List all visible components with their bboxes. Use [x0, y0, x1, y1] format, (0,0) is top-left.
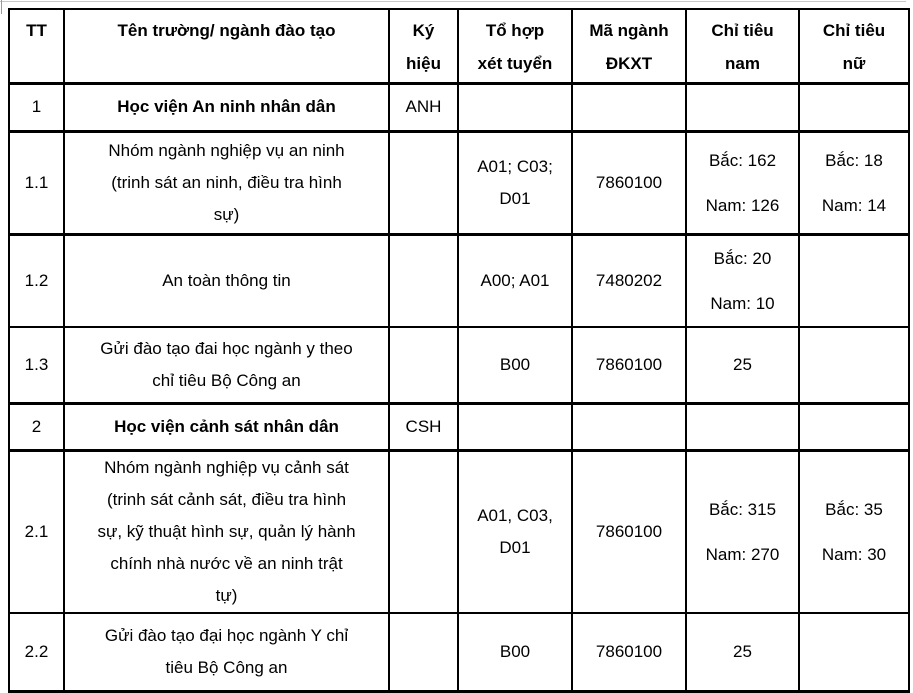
cell-major-code: 7860100: [572, 131, 686, 234]
table-header-row: [9, 9, 909, 83]
header-cell-symbol: [389, 9, 458, 83]
text-line: 25: [733, 355, 752, 375]
text-line: B00: [499, 354, 531, 374]
cell-symbol: [389, 451, 458, 614]
cell-combination: [458, 404, 572, 451]
cell-school-name: [64, 83, 389, 131]
text-line: nữ: [842, 54, 866, 73]
cell-major-code: 7860100: [572, 451, 686, 614]
cell-symbol: [389, 234, 458, 327]
cell-combination: [458, 234, 572, 327]
text-line: ĐKXT: [605, 54, 653, 73]
cell-quota-female: [799, 327, 909, 404]
text-line: tiêu Bộ Công an: [165, 657, 288, 677]
cell-quota-female: [799, 131, 909, 234]
cell-quota-male: [686, 451, 799, 614]
text-line: sự): [213, 204, 240, 224]
text-line: sự, kỹ thuật hình sự, quản lý hành: [97, 522, 356, 541]
cell-major-code: 7860100: [572, 327, 686, 404]
text-line: A00; A01: [480, 270, 550, 290]
cell-school-name: [64, 131, 389, 234]
cell-symbol: CSH: [389, 404, 458, 451]
cell-major-code: [572, 404, 686, 451]
cell-quota-male: [686, 613, 799, 691]
cell-symbol: [389, 131, 458, 234]
page-edge-artifact-horizontal: [0, 1, 906, 2]
cell-school-name: [64, 404, 389, 451]
text-line: An toàn thông tin: [162, 270, 291, 290]
cell-combination: [458, 131, 572, 234]
cell-quota-male: [686, 234, 799, 327]
text-line: Nhóm ngành nghiệp vụ cảnh sát: [104, 458, 349, 477]
cell-major-code: [572, 83, 686, 131]
text-line: Nhóm ngành nghiệp vụ an ninh: [108, 140, 345, 160]
text-line: Nam: 10: [710, 293, 775, 313]
cell-school-name: [64, 613, 389, 691]
text-line: Chỉ tiêu: [822, 21, 886, 40]
text-line: D01: [499, 538, 531, 557]
table-row: [9, 131, 909, 234]
table-row: [9, 83, 909, 131]
table-row: [9, 234, 909, 327]
cell-quota-male: [686, 83, 799, 131]
cell-major-code: 7480202: [572, 234, 686, 327]
text-line: Nam: 126: [705, 195, 780, 215]
header-cell-quota-female: [799, 9, 909, 83]
cell-quota-male: [686, 131, 799, 234]
cell-quota-male: [686, 327, 799, 404]
text-line: Bắc: 315: [708, 500, 777, 519]
text-line: Bắc: 162: [708, 150, 777, 170]
text-line: TT: [26, 21, 47, 40]
cell-tt: 2: [9, 404, 64, 451]
cell-quota-female: [799, 404, 909, 451]
text-line: D01: [499, 188, 531, 208]
cell-tt: 2.2: [9, 613, 64, 691]
cell-combination: [458, 613, 572, 691]
cell-quota-male: [686, 404, 799, 451]
cell-combination: [458, 83, 572, 131]
text-line: Gửi đào tạo đại học ngành Y chỉ: [104, 625, 349, 645]
header-cell-school-name: [64, 9, 389, 83]
page-edge-artifact-vertical: [1, 0, 2, 14]
text-line: nam: [725, 54, 760, 73]
text-line: Tên trường/ ngành đào tạo: [117, 21, 336, 40]
cell-symbol: ANH: [389, 83, 458, 131]
text-line: (trinh sát an ninh, điều tra hình: [111, 172, 342, 192]
text-line: (trinh sát cảnh sát, điều tra hình: [106, 490, 347, 509]
text-line: Bắc: 35: [825, 500, 883, 519]
text-line: Học viện cảnh sát nhân dân: [114, 417, 339, 436]
text-line: Nam: 30: [821, 545, 887, 564]
text-line: Mã ngành: [589, 21, 669, 40]
text-line: Nam: 14: [821, 195, 887, 215]
table-row: [9, 451, 909, 614]
text-line: Gửi đào tạo đai học ngành y theo: [100, 338, 353, 358]
cell-tt: 2.1: [9, 451, 64, 614]
text-line: hiệu: [406, 54, 441, 73]
header-cell-major-code: [572, 9, 686, 83]
cell-symbol: [389, 327, 458, 404]
admission-quota-table: [8, 8, 910, 693]
text-line: Học viện An ninh nhân dân: [117, 97, 336, 116]
text-line: Ký: [412, 21, 435, 40]
cell-combination: [458, 327, 572, 404]
text-line: Nam: 270: [705, 545, 780, 564]
text-line: A01; C03;: [477, 156, 553, 176]
text-line: A01, C03,: [477, 506, 553, 525]
cell-quota-female: [799, 83, 909, 131]
cell-school-name: [64, 451, 389, 614]
text-line: Tổ hợp: [485, 21, 545, 40]
table-row: [9, 613, 909, 691]
cell-tt: 1.3: [9, 327, 64, 404]
text-line: Bắc: 18: [825, 150, 883, 170]
text-line: chỉ tiêu Bộ Công an: [152, 370, 301, 390]
cell-quota-female: [799, 234, 909, 327]
text-line: Bắc: 20: [713, 248, 772, 268]
cell-quota-female: [799, 613, 909, 691]
text-line: 25: [733, 642, 752, 662]
cell-symbol: [389, 613, 458, 691]
text-line: B00: [499, 641, 531, 661]
table-row: [9, 327, 909, 404]
cell-quota-female: [799, 451, 909, 614]
header-cell-tt: [9, 9, 64, 83]
table-row: [9, 404, 909, 451]
cell-tt: 1.1: [9, 131, 64, 234]
cell-school-name: [64, 327, 389, 404]
header-cell-combination: [458, 9, 572, 83]
cell-major-code: 7860100: [572, 613, 686, 691]
cell-combination: [458, 451, 572, 614]
cell-school-name: [64, 234, 389, 327]
cell-tt: 1: [9, 83, 64, 131]
cell-tt: 1.2: [9, 234, 64, 327]
text-line: chính nhà nước về an ninh trật: [110, 554, 343, 573]
header-cell-quota-male: [686, 9, 799, 83]
text-line: Chỉ tiêu: [711, 21, 774, 40]
text-line: xét tuyển: [477, 54, 553, 73]
text-line: tự): [215, 586, 238, 605]
